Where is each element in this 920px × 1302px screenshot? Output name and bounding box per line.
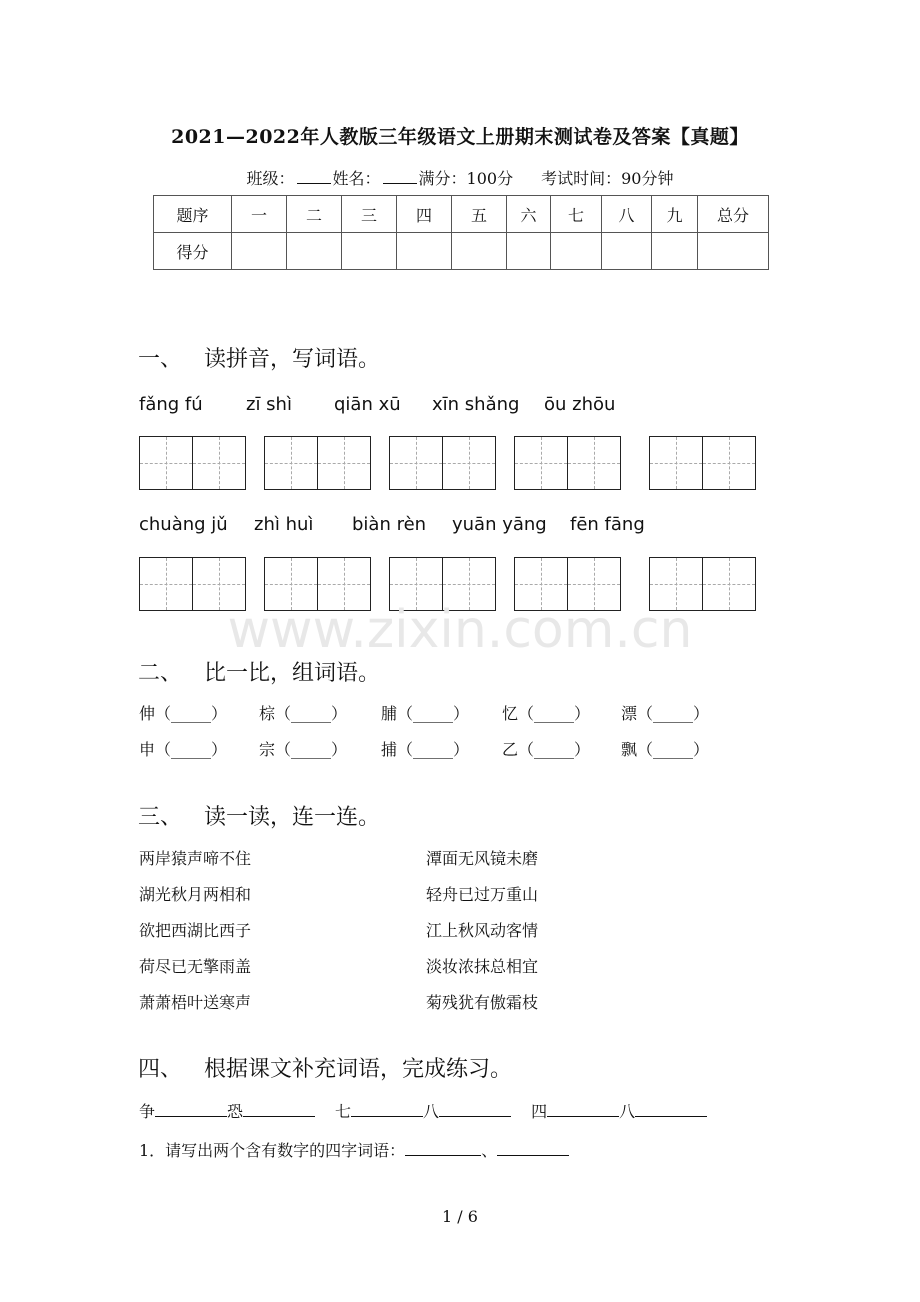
class-blank[interactable] [297, 169, 331, 184]
table-cell: 一 [232, 196, 287, 233]
compare-item: 捕（_____） [381, 740, 470, 759]
table-cell: 题序 [154, 196, 232, 233]
fill-in-line [139, 1099, 707, 1122]
fill-char: 恐 [227, 1102, 244, 1121]
question-text: 1．请写出两个含有数字的四字词语： [139, 1141, 406, 1160]
section-number: 二、 [138, 661, 183, 686]
answer-blank[interactable] [497, 1139, 569, 1156]
section-title: 读一读，连一连。 [204, 805, 381, 830]
score-table-header-row [154, 196, 769, 233]
score-cell[interactable] [452, 233, 507, 270]
document-title: 2021—2022年人教版三年级语文上册期末测试卷及答案【真题】 [171, 126, 749, 148]
pinyin-label: chuàng jǔ [139, 514, 228, 535]
section-4-heading [138, 1052, 512, 1083]
exam-time: 考试时间：90分钟 [541, 169, 674, 188]
fill-blank[interactable] [547, 1100, 619, 1117]
table-cell: 二 [287, 196, 342, 233]
fill-char: 七 [335, 1102, 352, 1121]
table-cell: 六 [507, 196, 551, 233]
section-1-heading [138, 342, 380, 373]
table-cell: 三 [342, 196, 397, 233]
writing-box-pair[interactable] [514, 436, 620, 490]
score-cell[interactable] [698, 233, 769, 270]
table-cell: 八 [602, 196, 652, 233]
poem-line-left[interactable]: 两岸猿声啼不住 [139, 849, 252, 868]
section-title: 读拼音，写词语。 [204, 347, 381, 372]
pinyin-label: biàn rèn [352, 514, 427, 535]
compare-item: 宗（_____） [259, 740, 348, 759]
fill-char: 八 [423, 1102, 440, 1121]
fill-char: 八 [619, 1102, 636, 1121]
table-cell: 总分 [698, 196, 769, 233]
score-table [153, 195, 769, 270]
writing-box-pair[interactable] [389, 436, 495, 490]
fill-blank[interactable] [351, 1100, 423, 1117]
compare-item: 乙（_____） [502, 740, 591, 759]
fill-blank[interactable] [155, 1100, 227, 1117]
section-title: 比一比，组词语。 [204, 661, 381, 686]
poem-line-left[interactable]: 荷尽已无擎雨盖 [139, 957, 252, 976]
separator: 、 [481, 1141, 498, 1160]
poem-line-left[interactable]: 萧萧梧叶送寒声 [139, 993, 252, 1012]
compare-item: 脯（_____） [381, 704, 470, 723]
student-info-line [0, 166, 920, 189]
poem-line-right[interactable]: 淡妆浓抹总相宜 [426, 957, 539, 976]
poem-line-right[interactable]: 轻舟已过万重山 [426, 885, 539, 904]
pinyin-label: xīn shǎng [432, 394, 520, 415]
class-label: 班级： [246, 169, 295, 188]
score-cell[interactable] [602, 233, 652, 270]
poem-line-right[interactable]: 江上秋风动客情 [426, 921, 539, 940]
page-number: 1 / 6 [442, 1207, 478, 1226]
score-cell[interactable] [397, 233, 452, 270]
compare-item: 申（_____） [139, 740, 228, 759]
section-number: 三、 [138, 805, 183, 830]
score-cell[interactable] [342, 233, 397, 270]
section-2-heading [138, 656, 380, 687]
pinyin-label: fēn fāng [570, 514, 645, 535]
fill-blank[interactable] [439, 1100, 511, 1117]
fill-blank[interactable] [635, 1100, 707, 1117]
score-table-score-row [154, 233, 769, 270]
writing-box-pair[interactable] [264, 436, 370, 490]
poem-line-left[interactable]: 湖光秋月两相和 [139, 885, 252, 904]
score-cell[interactable] [507, 233, 551, 270]
compare-item: 忆（_____） [502, 704, 591, 723]
table-cell: 九 [652, 196, 698, 233]
section-title: 根据课文补充词语，完成练习。 [204, 1057, 513, 1082]
pinyin-label: fǎng fú [139, 394, 203, 415]
watermark: www.zixin.com.cn [227, 600, 693, 660]
pinyin-label: qiān xū [334, 394, 401, 415]
fill-char: 争 [139, 1102, 156, 1121]
poem-line-left[interactable]: 欲把西湖比西子 [139, 921, 252, 940]
writing-box-pair[interactable] [139, 436, 245, 490]
poem-line-right[interactable]: 菊残犹有傲霜枝 [426, 993, 539, 1012]
full-score: 满分：100分 [418, 169, 514, 188]
pinyin-label: yuān yāng [452, 514, 547, 535]
poem-line-right[interactable]: 潭面无风镜未磨 [426, 849, 539, 868]
section-number: 四、 [138, 1057, 183, 1082]
question-1 [139, 1138, 569, 1161]
pinyin-label: zī shì [246, 394, 292, 415]
score-cell[interactable] [287, 233, 342, 270]
score-cell[interactable] [232, 233, 287, 270]
fill-blank[interactable] [243, 1100, 315, 1117]
name-blank[interactable] [383, 169, 417, 184]
writing-box-pair[interactable] [649, 436, 755, 490]
pinyin-label: ōu zhōu [544, 394, 616, 415]
score-cell[interactable] [551, 233, 602, 270]
table-cell: 七 [551, 196, 602, 233]
section-number: 一、 [138, 347, 183, 372]
section-3-heading [138, 800, 380, 831]
table-cell: 四 [397, 196, 452, 233]
compare-item: 伸（_____） [139, 704, 228, 723]
table-cell: 得分 [154, 233, 232, 270]
fill-char: 四 [531, 1102, 548, 1121]
pinyin-label: zhì huì [254, 514, 314, 535]
compare-item: 漂（_____） [621, 704, 710, 723]
compare-item: 飘（_____） [621, 740, 710, 759]
name-label: 姓名： [332, 169, 381, 188]
table-cell: 五 [452, 196, 507, 233]
score-cell[interactable] [652, 233, 698, 270]
answer-blank[interactable] [405, 1139, 481, 1156]
compare-item: 棕（_____） [259, 704, 348, 723]
